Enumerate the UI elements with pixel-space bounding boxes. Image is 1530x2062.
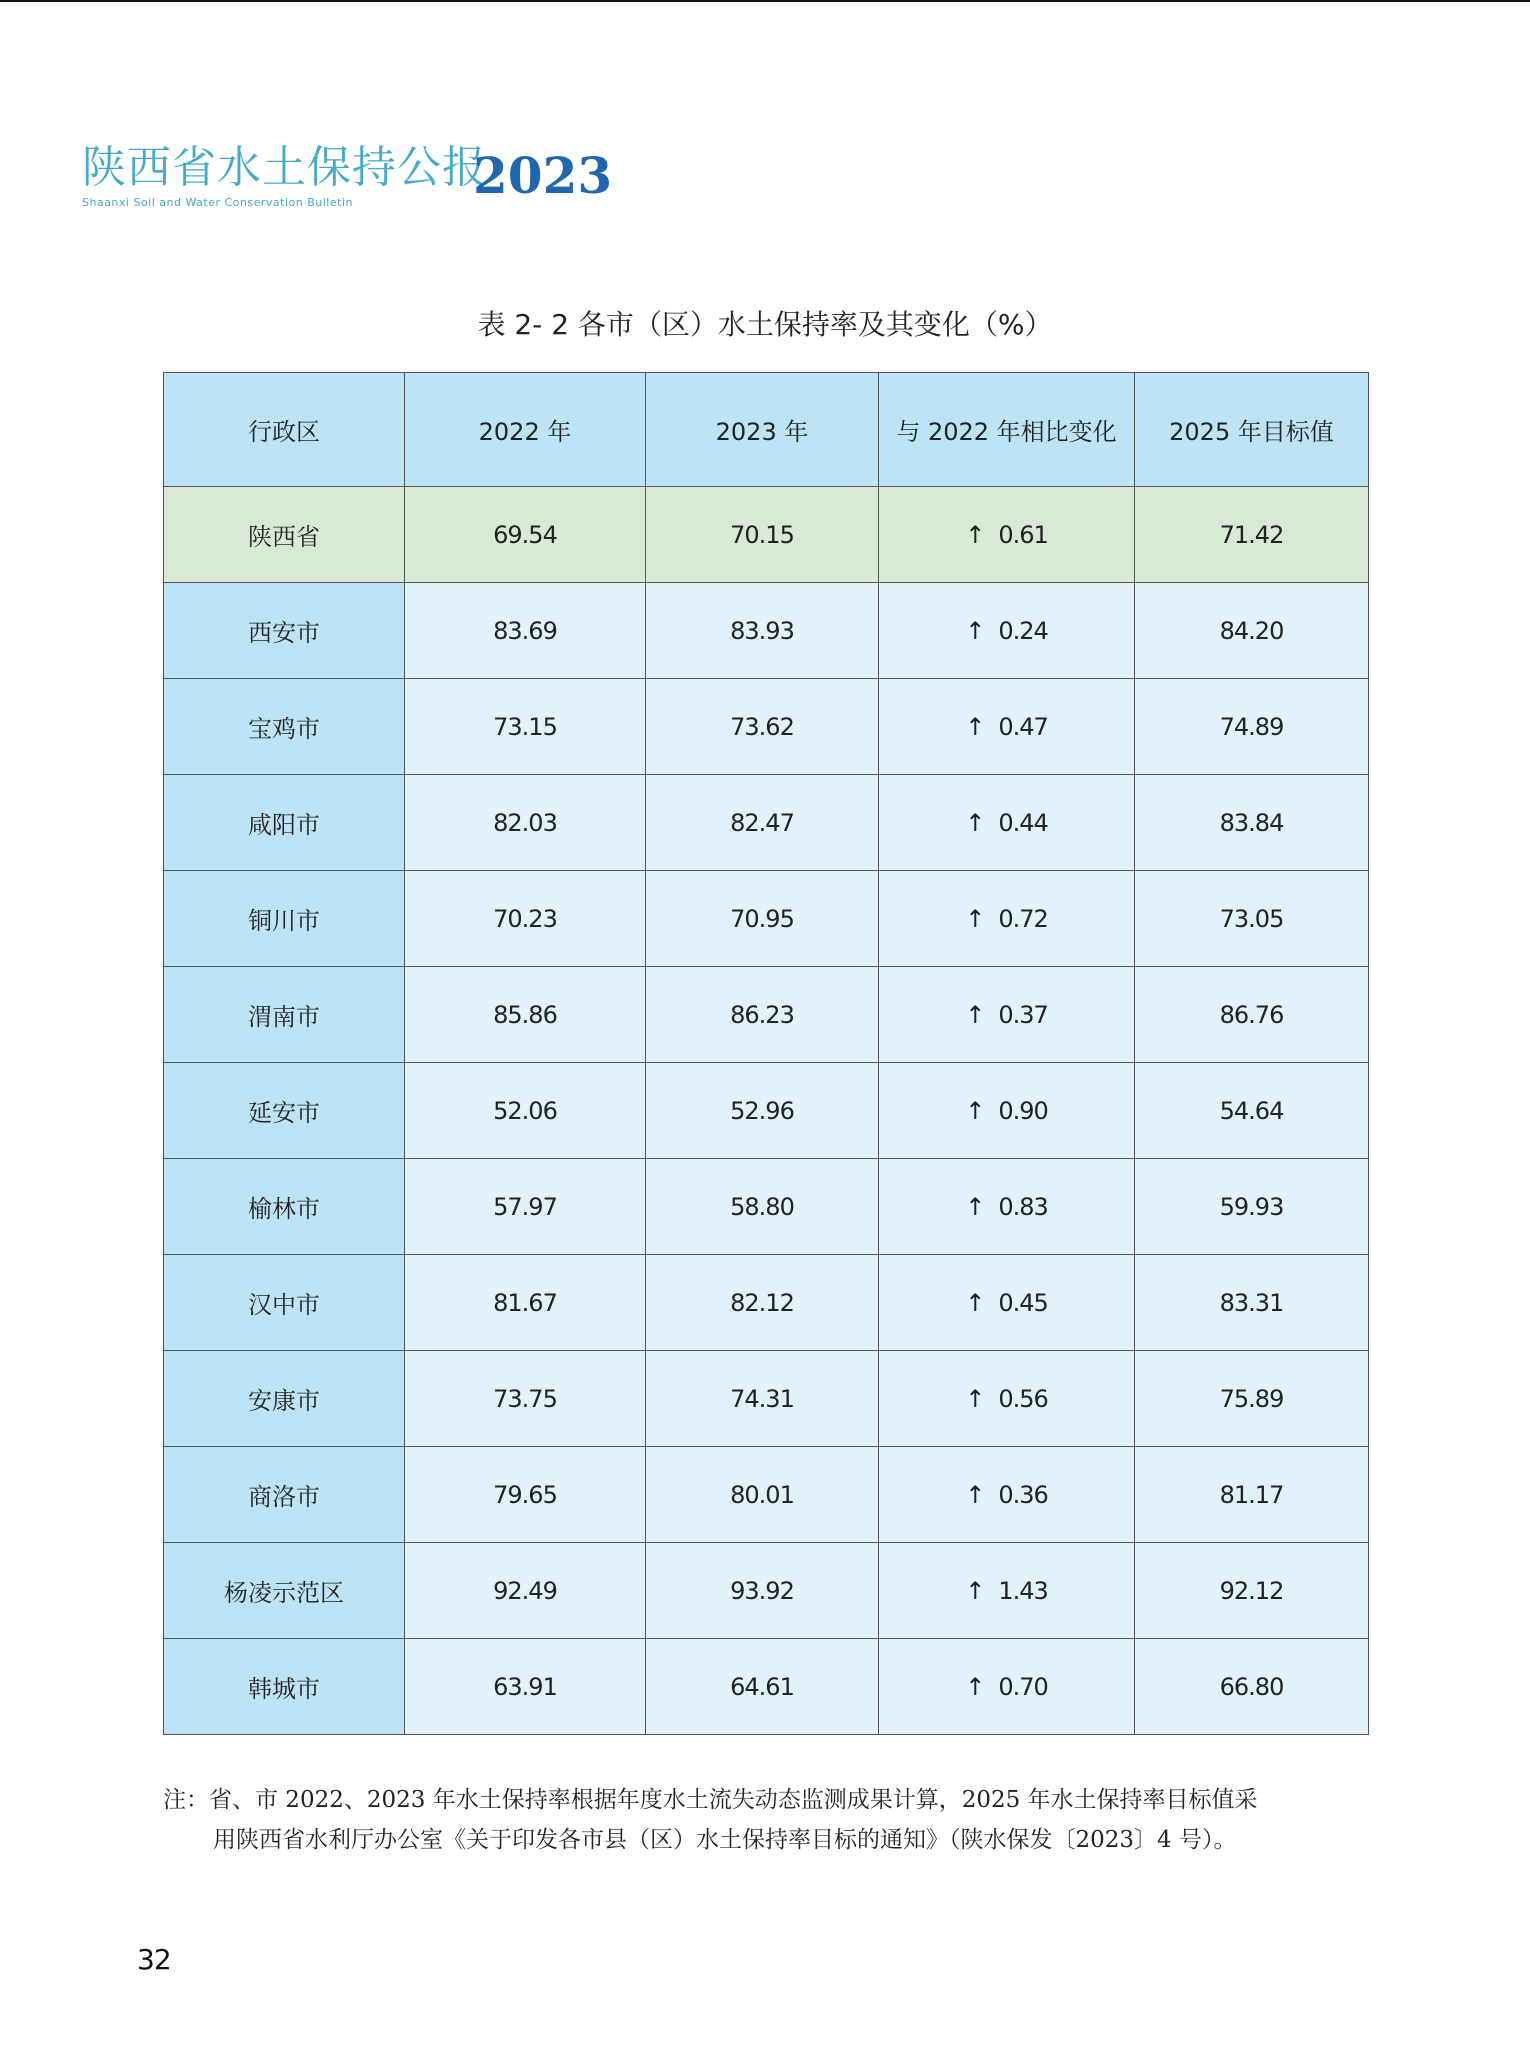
- up-arrow-icon: ↑: [965, 1672, 985, 1701]
- value-2023-cell: 83.93: [646, 583, 879, 679]
- change-value: 0.56: [998, 1384, 1048, 1413]
- table-row: [164, 583, 1369, 679]
- value-2022-cell: 83.69: [405, 583, 646, 679]
- change-cell: [879, 1543, 1135, 1639]
- top-rule: [0, 0, 1530, 2]
- up-arrow-icon: ↑: [965, 1384, 985, 1413]
- up-arrow-icon: ↑: [965, 616, 985, 645]
- table-caption: 表 2- 2 各市（区）水土保持率及其变化（%）: [477, 308, 1053, 341]
- change-value: 0.24: [998, 616, 1048, 645]
- up-arrow-icon: ↑: [965, 712, 985, 741]
- change-cell: [879, 679, 1135, 775]
- table-row: [164, 1351, 1369, 1447]
- change-value: 0.45: [998, 1288, 1048, 1317]
- change-cell: [879, 487, 1135, 583]
- change-value: 0.90: [998, 1096, 1048, 1125]
- table-row: [164, 1543, 1369, 1639]
- change-cell: [879, 1351, 1135, 1447]
- change-value: 0.72: [998, 904, 1048, 933]
- value-2022-cell: 57.97: [405, 1159, 646, 1255]
- value-2023-cell: 74.31: [646, 1351, 879, 1447]
- target-2025-cell: 81.17: [1135, 1447, 1369, 1543]
- change-cell: [879, 1255, 1135, 1351]
- target-2025-cell: 83.31: [1135, 1255, 1369, 1351]
- value-2023-cell: 82.12: [646, 1255, 879, 1351]
- change-cell: [879, 1447, 1135, 1543]
- bulletin-subtitle: Shaanxi Soil and Water Conservation Bulletin: [82, 196, 353, 209]
- value-2023-cell: 86.23: [646, 967, 879, 1063]
- column-header-region: 行政区: [164, 373, 405, 487]
- change-value: 1.43: [998, 1576, 1048, 1605]
- change-cell: [879, 1639, 1135, 1735]
- change-value: 0.83: [998, 1192, 1048, 1221]
- value-2022-cell: 82.03: [405, 775, 646, 871]
- change-cell: [879, 1063, 1135, 1159]
- region-cell: 陕西省: [164, 487, 405, 583]
- table-row: [164, 871, 1369, 967]
- bulletin-header: [82, 142, 613, 209]
- table-row-province: [164, 487, 1369, 583]
- value-2023-cell: 52.96: [646, 1063, 879, 1159]
- region-cell: 韩城市: [164, 1639, 405, 1735]
- up-arrow-icon: ↑: [965, 1192, 985, 1221]
- target-2025-cell: 66.80: [1135, 1639, 1369, 1735]
- table-row: [164, 967, 1369, 1063]
- target-2025-cell: 59.93: [1135, 1159, 1369, 1255]
- table-note: [163, 1780, 1363, 1860]
- value-2023-cell: 70.95: [646, 871, 879, 967]
- value-2022-cell: 81.67: [405, 1255, 646, 1351]
- retention-rate-table: [163, 372, 1369, 1735]
- column-header-2023: 2023 年: [646, 373, 879, 487]
- change-value: 0.47: [998, 712, 1048, 741]
- region-cell: 渭南市: [164, 967, 405, 1063]
- region-cell: 宝鸡市: [164, 679, 405, 775]
- target-2025-cell: 74.89: [1135, 679, 1369, 775]
- region-cell: 商洛市: [164, 1447, 405, 1543]
- bulletin-year: 2023: [473, 146, 613, 205]
- column-header-change: 与 2022 年相比变化: [879, 373, 1135, 487]
- value-2022-cell: 73.75: [405, 1351, 646, 1447]
- region-cell: 铜川市: [164, 871, 405, 967]
- value-2022-cell: 79.65: [405, 1447, 646, 1543]
- up-arrow-icon: ↑: [965, 1096, 985, 1125]
- value-2023-cell: 64.61: [646, 1639, 879, 1735]
- column-header-target: 2025 年目标值: [1135, 373, 1369, 487]
- column-header-2022: 2022 年: [405, 373, 646, 487]
- value-2022-cell: 69.54: [405, 487, 646, 583]
- target-2025-cell: 83.84: [1135, 775, 1369, 871]
- target-2025-cell: 86.76: [1135, 967, 1369, 1063]
- table-row: [164, 1063, 1369, 1159]
- table-row: [164, 679, 1369, 775]
- table-body: [164, 487, 1369, 1735]
- up-arrow-icon: ↑: [965, 1480, 985, 1509]
- value-2023-cell: 73.62: [646, 679, 879, 775]
- change-value: 0.36: [998, 1480, 1048, 1509]
- change-cell: [879, 871, 1135, 967]
- value-2022-cell: 73.15: [405, 679, 646, 775]
- region-cell: 杨凌示范区: [164, 1543, 405, 1639]
- up-arrow-icon: ↑: [965, 808, 985, 837]
- target-2025-cell: 73.05: [1135, 871, 1369, 967]
- change-cell: [879, 1159, 1135, 1255]
- region-cell: 西安市: [164, 583, 405, 679]
- region-cell: 安康市: [164, 1351, 405, 1447]
- table-row: [164, 1639, 1369, 1735]
- bulletin-title: 陕西省水土保持公报: [82, 142, 487, 193]
- value-2022-cell: 70.23: [405, 871, 646, 967]
- region-cell: 榆林市: [164, 1159, 405, 1255]
- note-line-1: 注：省、市 2022、2023 年水土保持率根据年度水土流失动态监测成果计算，2025 年水土保持率目标值采: [163, 1787, 1258, 1813]
- table-row: [164, 1447, 1369, 1543]
- value-2023-cell: 82.47: [646, 775, 879, 871]
- target-2025-cell: 84.20: [1135, 583, 1369, 679]
- change-cell: [879, 775, 1135, 871]
- note-line-2: 用陕西省水利厅办公室《关于印发各市县（区）水土保持率目标的通知》（陕水保发〔2023〕4 号）。: [213, 1827, 1237, 1853]
- change-value: 0.37: [998, 1000, 1048, 1029]
- change-value: 0.61: [998, 520, 1048, 549]
- up-arrow-icon: ↑: [965, 1288, 985, 1317]
- region-cell: 汉中市: [164, 1255, 405, 1351]
- table-row: [164, 775, 1369, 871]
- table-row: [164, 1255, 1369, 1351]
- page-number: 32: [137, 1943, 171, 1976]
- target-2025-cell: 75.89: [1135, 1351, 1369, 1447]
- table-header-row: [164, 373, 1369, 487]
- target-2025-cell: 71.42: [1135, 487, 1369, 583]
- value-2023-cell: 93.92: [646, 1543, 879, 1639]
- target-2025-cell: 92.12: [1135, 1543, 1369, 1639]
- value-2022-cell: 92.49: [405, 1543, 646, 1639]
- value-2022-cell: 52.06: [405, 1063, 646, 1159]
- value-2023-cell: 58.80: [646, 1159, 879, 1255]
- change-value: 0.44: [998, 808, 1048, 837]
- target-2025-cell: 54.64: [1135, 1063, 1369, 1159]
- up-arrow-icon: ↑: [965, 1000, 985, 1029]
- value-2023-cell: 70.15: [646, 487, 879, 583]
- value-2022-cell: 63.91: [405, 1639, 646, 1735]
- region-cell: 延安市: [164, 1063, 405, 1159]
- up-arrow-icon: ↑: [965, 904, 985, 933]
- region-cell: 咸阳市: [164, 775, 405, 871]
- change-cell: [879, 967, 1135, 1063]
- table-row: [164, 1159, 1369, 1255]
- up-arrow-icon: ↑: [965, 520, 985, 549]
- change-value: 0.70: [998, 1672, 1048, 1701]
- value-2022-cell: 85.86: [405, 967, 646, 1063]
- up-arrow-icon: ↑: [965, 1576, 985, 1605]
- value-2023-cell: 80.01: [646, 1447, 879, 1543]
- change-cell: [879, 583, 1135, 679]
